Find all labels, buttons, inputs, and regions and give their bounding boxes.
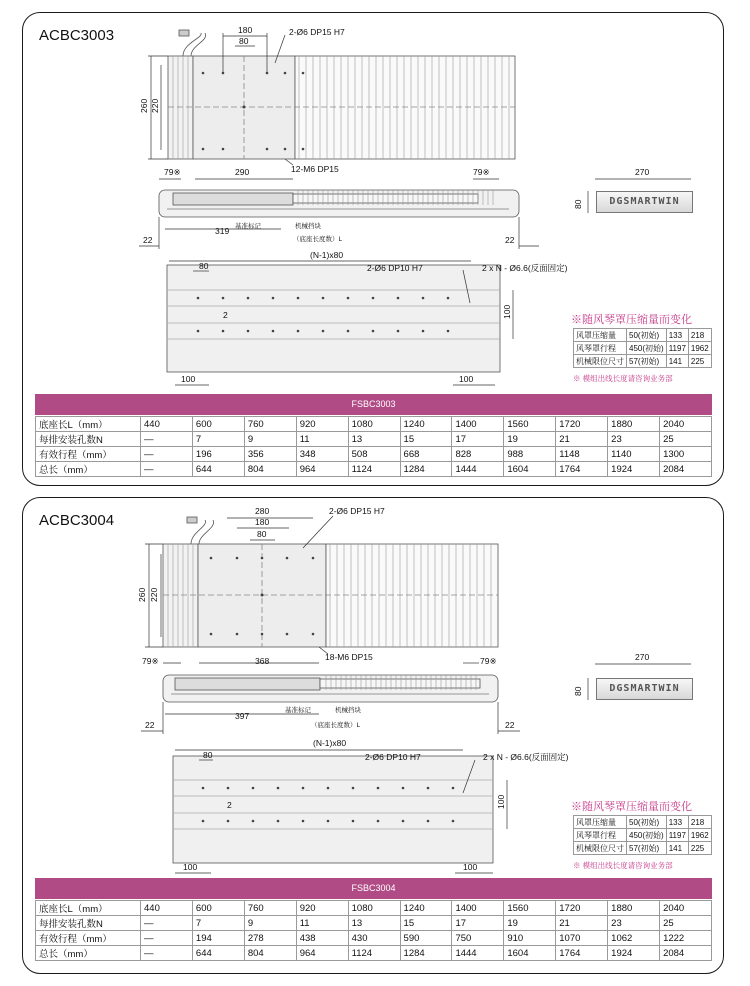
spec-cell: 25 xyxy=(660,432,712,447)
side-view xyxy=(163,675,498,702)
bottom-view xyxy=(173,756,493,863)
spec-cell: 13 xyxy=(348,916,400,931)
spec-cell: 438 xyxy=(296,931,348,946)
spec-row xyxy=(36,417,712,432)
side-22b: 22 xyxy=(505,720,515,730)
bottom-100a: 100 xyxy=(181,374,196,384)
spec-cell: — xyxy=(141,916,193,931)
mini-row: 机械限位尺寸 57(初始) 141 225 xyxy=(574,355,712,368)
spec-cell: 21 xyxy=(556,916,608,931)
side-319: 319 xyxy=(215,226,230,236)
dim-80: 80 xyxy=(239,36,249,46)
spec-cell: 21 xyxy=(556,432,608,447)
dp15-label: 2-Ø6 DP15 H7 xyxy=(289,27,345,37)
side-22a: 22 xyxy=(143,235,153,245)
spec-cell: 1284 xyxy=(400,462,452,477)
spec-cell: 1070 xyxy=(556,931,608,946)
dp10-label: 2-Ø6 DP10 H7 xyxy=(365,752,421,762)
spec-band: FSBC3003 xyxy=(35,394,712,415)
ref-mark-label: 基准标记 xyxy=(285,707,311,714)
spec-cell: 19 xyxy=(504,916,556,931)
spec-cell: 11 xyxy=(296,432,348,447)
spec-cell: 13 xyxy=(348,432,400,447)
bottom-100b: 100 xyxy=(463,862,478,872)
row-label: 每排安装孔数N xyxy=(36,432,141,447)
spec-cell: 668 xyxy=(400,447,452,462)
dim-260: 260 xyxy=(139,98,149,113)
dim-80: 80 xyxy=(257,529,267,539)
spec-cell: — xyxy=(141,946,193,961)
dp10-label: 2-Ø6 DP10 H7 xyxy=(367,263,423,273)
spec-cell: 7 xyxy=(192,916,244,931)
top-view xyxy=(168,30,515,159)
row-label: 底座长L（mm） xyxy=(36,417,141,432)
spec-table xyxy=(35,900,712,961)
spec-cell: 760 xyxy=(244,901,296,916)
spec-cell: 1148 xyxy=(556,447,608,462)
spec-cell: 1400 xyxy=(452,417,504,432)
spec-panel-acbc3003 xyxy=(22,12,724,486)
bottom-2: 2 xyxy=(227,800,232,810)
bottom-80: 80 xyxy=(203,750,213,760)
row-label: 有效行程（mm） xyxy=(36,931,141,946)
dp15-label: 2-Ø6 DP15 H7 xyxy=(329,506,385,516)
spec-cell: 1720 xyxy=(556,417,608,432)
mini-row: 风罩压缩量 50(初始) 133 218 xyxy=(574,329,712,342)
side-22b: 22 xyxy=(505,235,515,245)
spec-cell: 1560 xyxy=(504,901,556,916)
mini-row: 机械限位尺寸 57(初始) 141 225 xyxy=(574,842,712,855)
side-view xyxy=(159,190,519,217)
spec-cell: 23 xyxy=(608,916,660,931)
n-holes-label: 2 x N - Ø6.6(反面固定) xyxy=(482,263,568,273)
spec-cell: 1080 xyxy=(348,901,400,916)
spec-cell: 804 xyxy=(244,946,296,961)
side-22a: 22 xyxy=(145,720,155,730)
spec-cell: — xyxy=(141,931,193,946)
bottom-80: 80 xyxy=(199,261,209,271)
spec-cell: 1284 xyxy=(400,946,452,961)
side-79b: 79※ xyxy=(473,167,490,177)
bottom-100b: 100 xyxy=(459,374,474,384)
spec-row xyxy=(36,901,712,916)
m6-label: 18-M6 DP15 xyxy=(325,652,373,662)
spec-cell: 1604 xyxy=(504,462,556,477)
spec-cell: 760 xyxy=(244,417,296,432)
spec-cell: 194 xyxy=(192,931,244,946)
panel-title: ACBC3004 xyxy=(39,512,115,529)
spec-cell: 644 xyxy=(192,946,244,961)
bottom-view xyxy=(167,265,500,372)
spec-cell: 1560 xyxy=(504,417,556,432)
end-270: 270 xyxy=(635,167,650,177)
spec-cell: 1080 xyxy=(348,417,400,432)
n-holes-label: 2 x N - Ø6.6(反面固定) xyxy=(483,752,569,762)
spec-cell: 600 xyxy=(192,901,244,916)
dim-220: 220 xyxy=(149,587,159,602)
spec-cell: 590 xyxy=(400,931,452,946)
spec-cell: 920 xyxy=(296,417,348,432)
side-79a: 79※ xyxy=(142,656,159,666)
spec-cell: 1444 xyxy=(452,462,504,477)
spec-cell: 1400 xyxy=(452,901,504,916)
row-label: 总长（mm） xyxy=(36,946,141,961)
spec-cell: 356 xyxy=(244,447,296,462)
dim-280: 280 xyxy=(255,506,270,516)
base-length-label: （底座长度数）L xyxy=(293,236,343,243)
mini-row: 风琴罩行程 450(初始) 1197 1962 xyxy=(574,829,712,842)
side-368: 368 xyxy=(255,656,270,666)
row-label: 总长（mm） xyxy=(36,462,141,477)
side-290: 290 xyxy=(235,167,250,177)
spec-row xyxy=(36,946,712,961)
panel-title: ACBC3003 xyxy=(39,27,115,44)
spec-cell: 964 xyxy=(296,462,348,477)
spec-cell: — xyxy=(141,447,193,462)
dgsmartwin-logo: DGSMARTWIN xyxy=(596,191,693,213)
spec-cell: 1924 xyxy=(608,462,660,477)
spec-row xyxy=(36,447,712,462)
side-79a: 79※ xyxy=(164,167,181,177)
top-view xyxy=(163,517,498,647)
spec-band: FSBC3004 xyxy=(35,878,712,899)
spec-cell: 2040 xyxy=(660,417,712,432)
spec-cell: 15 xyxy=(400,432,452,447)
spec-cell: 196 xyxy=(192,447,244,462)
spec-cell: 440 xyxy=(141,901,193,916)
spec-cell: 1604 xyxy=(504,946,556,961)
spec-cell: — xyxy=(141,462,193,477)
spec-cell: — xyxy=(141,432,193,447)
spec-cell: 1444 xyxy=(452,946,504,961)
compression-note: ※随风琴罩压缩量而变化 xyxy=(571,801,692,813)
spec-cell: 2084 xyxy=(660,946,712,961)
spec-row xyxy=(36,916,712,931)
spec-cell: 1924 xyxy=(608,946,660,961)
spec-cell: 1140 xyxy=(608,447,660,462)
spec-cell: 508 xyxy=(348,447,400,462)
base-length-label: （底座长度数）L xyxy=(311,722,361,729)
spec-cell: 25 xyxy=(660,916,712,931)
mini-row: 风罩压缩量 50(初始) 133 218 xyxy=(574,816,712,829)
bottom-100v: 100 xyxy=(502,304,512,319)
spec-cell: 750 xyxy=(452,931,504,946)
stopper-label: 机械挡块 xyxy=(335,707,361,714)
spec-cell: 600 xyxy=(192,417,244,432)
n-80-label: (N-1)x80 xyxy=(310,250,344,260)
spec-cell: 1124 xyxy=(348,462,400,477)
spec-table xyxy=(35,416,712,477)
spec-cell: 430 xyxy=(348,931,400,946)
spec-cell: 1222 xyxy=(660,931,712,946)
spec-cell: 1300 xyxy=(660,447,712,462)
spec-cell: 440 xyxy=(141,417,193,432)
end-80: 80 xyxy=(573,199,583,209)
side-79b: 79※ xyxy=(480,656,497,666)
spec-cell: 9 xyxy=(244,916,296,931)
spec-cell: 15 xyxy=(400,916,452,931)
spec-cell: 988 xyxy=(504,447,556,462)
row-label: 有效行程（mm） xyxy=(36,447,141,462)
spec-row xyxy=(36,432,712,447)
spec-cell: 1062 xyxy=(608,931,660,946)
side-397: 397 xyxy=(235,711,250,721)
spec-cell: 1880 xyxy=(608,417,660,432)
row-label: 底座长L（mm） xyxy=(36,901,141,916)
spec-cell: 1764 xyxy=(556,462,608,477)
spec-cell: 23 xyxy=(608,432,660,447)
dim-180: 180 xyxy=(238,25,253,35)
spec-cell: 11 xyxy=(296,916,348,931)
bottom-100v: 100 xyxy=(496,794,506,809)
spec-cell: 2084 xyxy=(660,462,712,477)
spec-cell: 7 xyxy=(192,432,244,447)
m6-label: 12-M6 DP15 xyxy=(291,164,339,174)
bottom-2: 2 xyxy=(223,310,228,320)
spec-cell: 964 xyxy=(296,946,348,961)
mini-row: 风琴罩行程 450(初始) 1197 1962 xyxy=(574,342,712,355)
spec-cell: 1880 xyxy=(608,901,660,916)
spec-cell: 1240 xyxy=(400,417,452,432)
end-270: 270 xyxy=(635,652,650,662)
dim-220: 220 xyxy=(150,98,160,113)
spec-cell: 19 xyxy=(504,432,556,447)
spec-cell: 804 xyxy=(244,462,296,477)
spec-cell: 278 xyxy=(244,931,296,946)
compression-table xyxy=(573,328,712,368)
dim-180: 180 xyxy=(255,517,270,527)
spec-cell: 2040 xyxy=(660,901,712,916)
spec-cell: 910 xyxy=(504,931,556,946)
spec-row xyxy=(36,462,712,477)
spec-cell: 1720 xyxy=(556,901,608,916)
spec-cell: 1764 xyxy=(556,946,608,961)
cable-footnote: ※ 模组出线长度请咨询业务部 xyxy=(573,861,673,870)
ref-mark-label: 基准标记 xyxy=(235,223,261,230)
spec-cell: 17 xyxy=(452,432,504,447)
stopper-label: 机械挡块 xyxy=(295,223,321,230)
spec-cell: 1240 xyxy=(400,901,452,916)
spec-panel-acbc3004 xyxy=(22,497,724,974)
compression-table xyxy=(573,815,712,855)
bottom-100a: 100 xyxy=(183,862,198,872)
spec-row xyxy=(36,931,712,946)
row-label: 每排安装孔数N xyxy=(36,916,141,931)
spec-cell: 644 xyxy=(192,462,244,477)
n-80-label: (N-1)x80 xyxy=(313,738,347,748)
end-80: 80 xyxy=(573,686,583,696)
cable-footnote: ※ 模组出线长度请咨询业务部 xyxy=(573,374,673,383)
spec-cell: 828 xyxy=(452,447,504,462)
spec-cell: 1124 xyxy=(348,946,400,961)
dgsmartwin-logo: DGSMARTWIN xyxy=(596,678,693,700)
spec-cell: 920 xyxy=(296,901,348,916)
spec-cell: 348 xyxy=(296,447,348,462)
dim-260: 260 xyxy=(137,587,147,602)
spec-cell: 9 xyxy=(244,432,296,447)
spec-cell: 17 xyxy=(452,916,504,931)
compression-note: ※随风琴罩压缩量而变化 xyxy=(571,314,692,326)
